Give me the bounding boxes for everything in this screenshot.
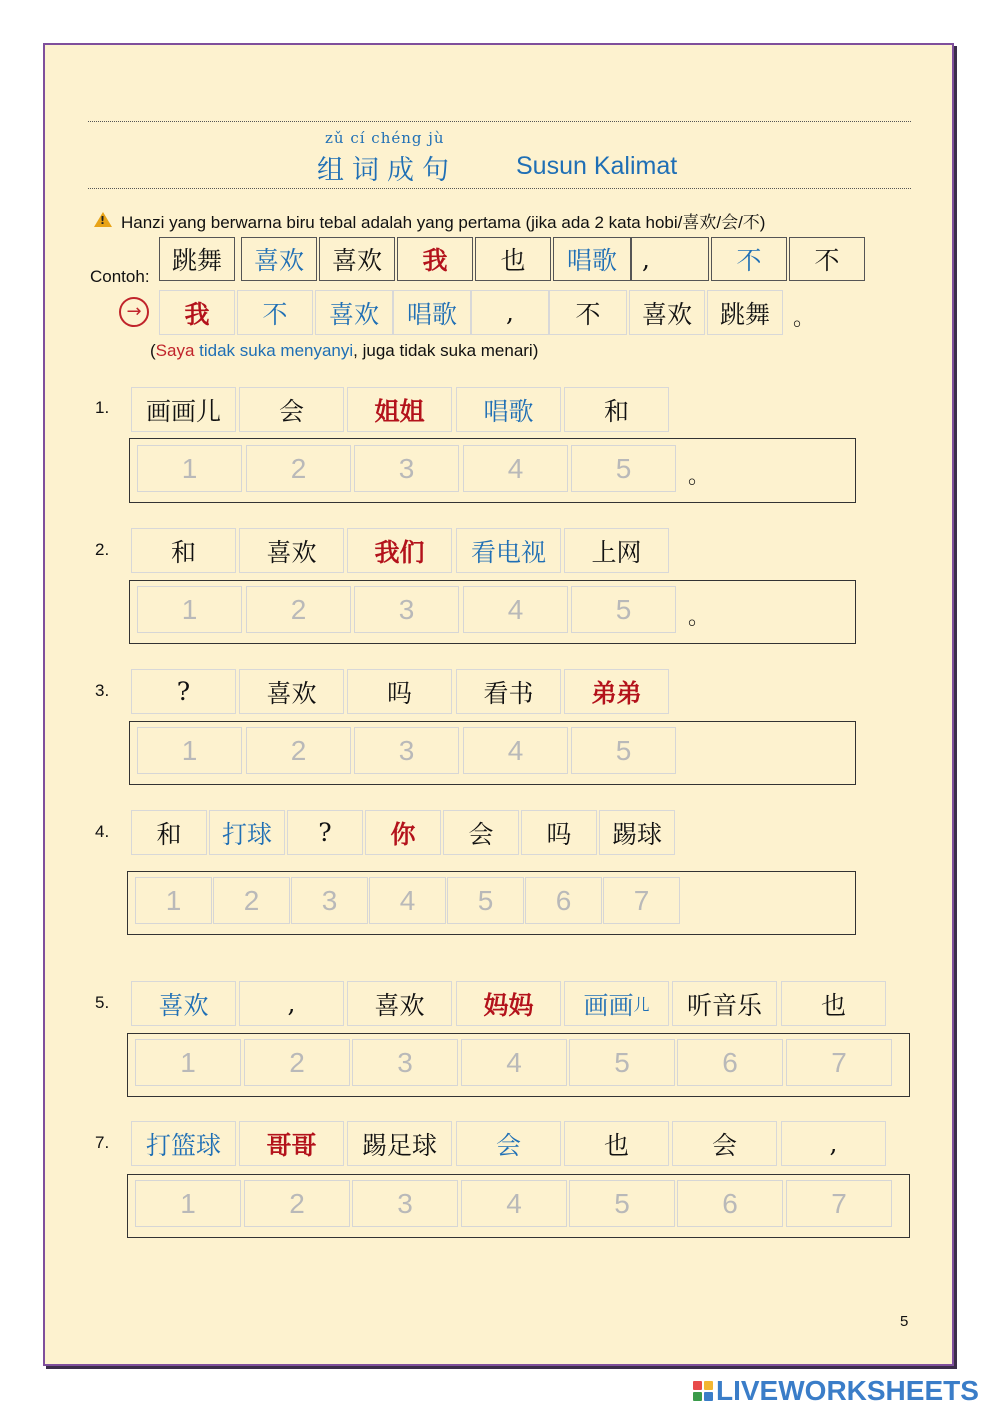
word-card[interactable]: 踢足球: [347, 1121, 452, 1166]
drop-slot[interactable]: 5: [571, 727, 676, 774]
word-card[interactable]: 喜欢: [239, 669, 344, 714]
example-card: 我: [397, 237, 473, 281]
question-number: 4.: [95, 822, 110, 841]
word-card[interactable]: 听音乐: [672, 981, 777, 1026]
drop-slot[interactable]: 6: [677, 1180, 783, 1227]
word-card[interactable]: 唱歌: [456, 387, 561, 432]
word-card[interactable]: ,: [781, 1121, 886, 1166]
drop-slot[interactable]: 7: [603, 877, 680, 924]
drop-slot[interactable]: 1: [135, 877, 212, 924]
drop-slot[interactable]: 4: [461, 1039, 567, 1086]
arrow-right-circle-icon: →: [119, 297, 149, 327]
question-number: 3.: [95, 681, 110, 700]
instruction-text: Hanzi yang berwarna biru tebal adalah yang pertama (jika ada 2 kata hobi/喜欢/会/不): [121, 213, 766, 232]
drop-slot[interactable]: 2: [213, 877, 290, 924]
example-answer-card: 不: [549, 290, 627, 335]
drop-slot[interactable]: 2: [246, 586, 351, 633]
drop-slot[interactable]: 1: [137, 445, 242, 492]
title-chinese: 组词成句: [317, 155, 457, 186]
example-card: 也: [475, 237, 551, 281]
drop-slot[interactable]: 3: [354, 445, 459, 492]
drop-slot[interactable]: 4: [461, 1180, 567, 1227]
translation-rest: , juga tidak suka menari): [353, 341, 539, 360]
word-card[interactable]: 会: [456, 1121, 561, 1166]
drop-slot[interactable]: 1: [135, 1039, 241, 1086]
example-answer-card: 喜欢: [629, 290, 705, 335]
drop-slot[interactable]: 3: [352, 1039, 458, 1086]
drop-slot[interactable]: 2: [244, 1180, 350, 1227]
example-label: Contoh:: [90, 267, 150, 286]
word-card[interactable]: ?: [131, 669, 236, 714]
drop-slot[interactable]: 7: [786, 1039, 892, 1086]
title-indonesian: Susun Kalimat: [516, 152, 678, 180]
warning-icon: [94, 212, 112, 227]
translation-subject: Saya: [155, 341, 195, 360]
word-card[interactable]: 吗: [347, 669, 452, 714]
word-card[interactable]: 你: [365, 810, 441, 855]
sentence-period: 。: [688, 464, 711, 489]
drop-slot[interactable]: 6: [525, 877, 602, 924]
example-answer-card: 我: [159, 290, 235, 335]
word-card[interactable]: 打球: [209, 810, 285, 855]
logo-text: LIVEWORKSHEETS: [716, 1375, 979, 1406]
translation-verb: tidak suka menyanyi: [194, 341, 354, 360]
drop-slot[interactable]: 2: [246, 727, 351, 774]
word-card[interactable]: 喜欢: [347, 981, 452, 1026]
example-period: 。: [793, 306, 816, 331]
header-top-rule: [88, 121, 911, 122]
drop-slot[interactable]: 5: [571, 586, 676, 633]
title-pinyin: zǔ cí chéng jù: [325, 129, 445, 147]
word-card[interactable]: 看电视: [456, 528, 561, 573]
example-answer-card: 喜欢: [315, 290, 393, 335]
example-answer-card: 唱歌: [393, 290, 471, 335]
logo-icon: [693, 1381, 713, 1401]
example-answer-card: ,: [471, 290, 549, 335]
word-card[interactable]: 我们: [347, 528, 452, 573]
word-card[interactable]: 弟弟: [564, 669, 669, 714]
question-number: 1.: [95, 398, 110, 417]
word-card[interactable]: 也: [564, 1121, 669, 1166]
drop-slot[interactable]: 5: [447, 877, 524, 924]
word-card[interactable]: 看书: [456, 669, 561, 714]
word-card[interactable]: 妈妈: [456, 981, 561, 1026]
word-card[interactable]: 哥哥: [239, 1121, 344, 1166]
question-number: 2.: [95, 540, 110, 559]
word-card[interactable]: [564, 981, 669, 1026]
example-card: 跳舞: [159, 237, 235, 281]
example-card: 不: [711, 237, 787, 281]
word-card[interactable]: 吗: [521, 810, 597, 855]
word-card-suffix: 儿: [633, 995, 650, 1014]
example-card: 唱歌: [553, 237, 631, 281]
example-card: 不: [789, 237, 865, 281]
word-card[interactable]: 打篮球: [131, 1121, 236, 1166]
word-card[interactable]: 和: [131, 810, 207, 855]
drop-slot[interactable]: 3: [352, 1180, 458, 1227]
word-card[interactable]: 姐姐: [347, 387, 452, 432]
word-card[interactable]: ,: [239, 981, 344, 1026]
word-card[interactable]: 会: [443, 810, 519, 855]
drop-slot[interactable]: 4: [369, 877, 446, 924]
word-card[interactable]: 和: [564, 387, 669, 432]
example-card: 喜欢: [319, 237, 395, 281]
drop-slot[interactable]: 5: [569, 1039, 675, 1086]
drop-slot[interactable]: 4: [463, 727, 568, 774]
example-card: 喜欢: [241, 237, 317, 281]
word-card[interactable]: 和: [131, 528, 236, 573]
sentence-period: 。: [688, 605, 711, 630]
word-card[interactable]: 喜欢: [239, 528, 344, 573]
example-translation: [150, 341, 538, 361]
header-bottom-rule: [88, 188, 911, 189]
word-card[interactable]: 会: [672, 1121, 777, 1166]
word-card[interactable]: 画画儿: [131, 387, 236, 432]
page-number: 5: [900, 1313, 909, 1330]
word-card[interactable]: 会: [239, 387, 344, 432]
drop-slot[interactable]: 5: [571, 445, 676, 492]
drop-slot[interactable]: 3: [354, 586, 459, 633]
word-card[interactable]: 上网: [564, 528, 669, 573]
example-card: ,: [631, 237, 709, 281]
translation-open: (: [150, 341, 156, 360]
drop-slot[interactable]: 1: [135, 1180, 241, 1227]
question-number: 7.: [95, 1133, 110, 1152]
liveworksheets-logo: [693, 1375, 979, 1407]
drop-slot[interactable]: 1: [137, 727, 242, 774]
drop-slot[interactable]: 6: [677, 1039, 783, 1086]
example-answer-card: 跳舞: [707, 290, 783, 335]
question-number: 5.: [95, 993, 110, 1012]
word-card-text: 画画: [583, 990, 634, 1020]
drop-slot[interactable]: 3: [291, 877, 368, 924]
drop-slot[interactable]: 4: [463, 445, 568, 492]
example-answer-card: 不: [237, 290, 313, 335]
drop-slot[interactable]: 3: [354, 727, 459, 774]
drop-slot[interactable]: 4: [463, 586, 568, 633]
drop-slot[interactable]: 2: [244, 1039, 350, 1086]
drop-slot[interactable]: 1: [137, 586, 242, 633]
drop-slot[interactable]: 5: [569, 1180, 675, 1227]
word-card[interactable]: 踢球: [599, 810, 675, 855]
drop-slot[interactable]: 7: [786, 1180, 892, 1227]
word-card[interactable]: 喜欢: [131, 981, 236, 1026]
drop-slot[interactable]: 2: [246, 445, 351, 492]
word-card[interactable]: ?: [287, 810, 363, 855]
word-card[interactable]: 也: [781, 981, 886, 1026]
